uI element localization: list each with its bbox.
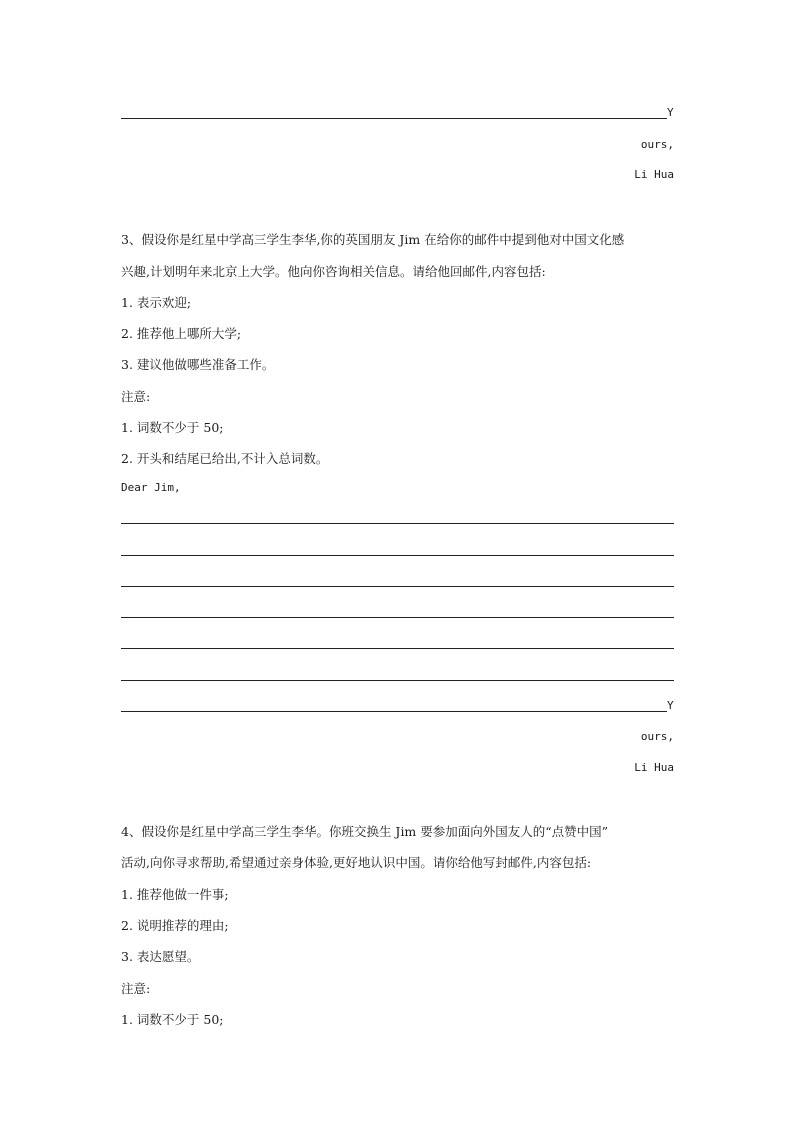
signature: Li Hua [634, 168, 674, 181]
requirement-item: 2. 推荐他上哪所大学; [121, 326, 242, 341]
signature: Li Hua [634, 761, 674, 774]
requirement-item: 1. 表示欢迎; [121, 295, 192, 310]
closing-fragment: Y [667, 106, 674, 119]
question-4-text: 4、假设你是红星中学高三学生李华。你班交换生 Jim 要参加面向外国友人的“点赞中国” [121, 824, 609, 839]
note-item: 2. 开头和结尾已给出,不计入总词数。 [121, 451, 329, 466]
question-3-text: 3、假设你是红星中学高三学生李华,你的英国朋友 Jim 在给你的邮件中提到他对中国文化感 [121, 232, 625, 247]
closing-fragment: Y [667, 699, 674, 712]
requirement-item: 3. 表达愿望。 [121, 949, 200, 964]
writing-line[interactable] [121, 555, 674, 556]
note-label: 注意: [121, 389, 151, 404]
note-item: 1. 词数不少于 50; [121, 1012, 224, 1027]
letter-greeting: Dear Jim, [121, 481, 181, 494]
writing-line[interactable] [121, 711, 667, 712]
question-4-text: 活动,向你寻求帮助,希望通过亲身体验,更好地认识中国。请你给他写封邮件,内容包括: [121, 855, 592, 870]
requirement-item: 3. 建议他做哪些准备工作。 [121, 357, 275, 372]
closing-fragment: ours, [640, 138, 674, 151]
writing-line[interactable] [121, 617, 674, 618]
closing-fragment: ours, [640, 730, 674, 743]
note-label: 注意: [121, 981, 151, 996]
note-item: 1. 词数不少于 50; [121, 420, 224, 435]
writing-line[interactable] [121, 586, 674, 587]
writing-line[interactable] [121, 680, 674, 681]
writing-line[interactable] [121, 523, 674, 524]
requirement-item: 2. 说明推荐的理由; [121, 918, 229, 933]
requirement-item: 1. 推荐他做一件事; [121, 887, 229, 902]
writing-line[interactable] [121, 648, 674, 649]
writing-line[interactable] [121, 118, 667, 119]
question-3-text: 兴趣,计划明年来北京上大学。他向你咨询相关信息。请给他回邮件,内容包括: [121, 264, 546, 279]
